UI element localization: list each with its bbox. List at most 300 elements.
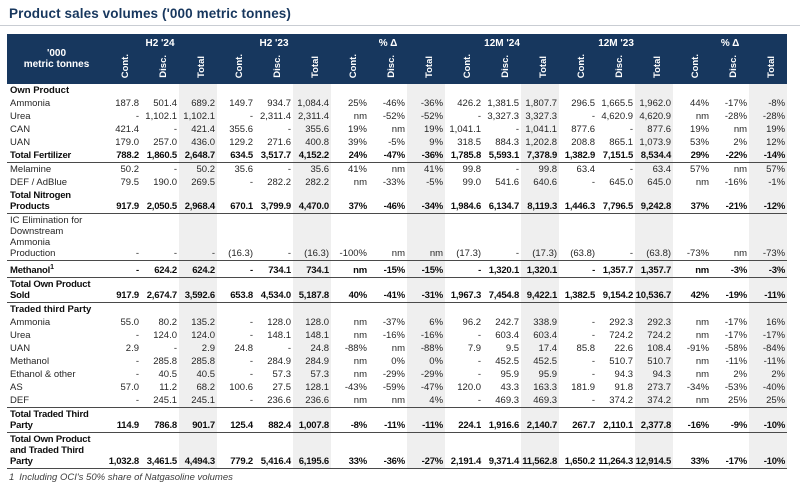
cell: 33%: [673, 433, 711, 469]
cell: [559, 303, 597, 317]
cell: -: [173, 164, 177, 175]
cell: 6%: [407, 316, 445, 329]
cell: -84%: [749, 342, 787, 355]
row-label: CAN: [10, 124, 31, 135]
cell: -17%: [724, 98, 748, 109]
cell: 2,110.1: [597, 408, 635, 433]
cell: 8,119.3: [521, 189, 559, 214]
cell: 865.1: [609, 137, 634, 148]
col-header-total: Total: [407, 50, 445, 84]
cell: 296.5: [571, 98, 596, 109]
cell: nm: [331, 261, 369, 278]
cell: 1,650.2: [559, 433, 597, 469]
cell: -17%: [711, 433, 749, 469]
cell: 245.1: [153, 395, 177, 407]
cell: nm: [391, 343, 405, 355]
total-row: [7, 149, 787, 163]
cell: 40.5: [158, 369, 177, 381]
col-header-total: Total: [179, 50, 217, 84]
cell: 2,377.8: [635, 408, 673, 433]
col-header-total: Total: [293, 50, 331, 84]
cell: 99.8: [521, 163, 559, 177]
cell: 786.8: [141, 408, 179, 433]
row-label: Urea: [10, 330, 31, 342]
col-header-cont: Cont.: [217, 50, 255, 84]
total-row: [7, 189, 787, 214]
cell: -: [629, 164, 634, 175]
cell: 50.2: [120, 164, 139, 175]
cell: -10%: [749, 408, 787, 433]
cell: 1,381.5: [487, 98, 520, 109]
cell: -16%: [407, 329, 445, 342]
col-header-disc: Disc.: [597, 50, 635, 84]
cell: 149.7: [229, 98, 253, 109]
cell: -36%: [369, 433, 407, 469]
cell: nm: [353, 356, 367, 368]
cell: nm: [353, 317, 367, 329]
cell: -27%: [407, 433, 445, 469]
cell: -: [515, 124, 520, 135]
cell: [673, 84, 711, 97]
cell: -15%: [407, 261, 445, 278]
cell: -: [249, 111, 253, 122]
cell: nm: [353, 330, 367, 342]
cell: 271.6: [267, 137, 291, 148]
cell: -28%: [724, 111, 748, 122]
page-title: Product sales volumes ('000 metric tonnes): [9, 6, 292, 21]
cell: 1,084.4: [293, 97, 331, 110]
cell: (63.8): [635, 214, 673, 261]
cell: 24%: [331, 149, 369, 163]
cell: nm: [733, 248, 748, 259]
cell: 1,962.0: [635, 97, 673, 110]
cell: 63.4: [635, 163, 673, 177]
row-label: Total Own Product Sold: [7, 278, 103, 303]
cell: 1,665.5: [601, 98, 634, 109]
cell: 19%: [347, 124, 367, 135]
cell: 163.3: [521, 381, 559, 394]
cell: -100%: [339, 248, 367, 259]
cell: 3,517.7: [255, 149, 293, 163]
cell: 44%: [690, 98, 710, 109]
cell: 917.9: [103, 278, 141, 303]
cell: -: [591, 395, 596, 407]
cell: 125.4: [217, 408, 255, 433]
cell: [749, 303, 787, 317]
cell: [407, 84, 445, 97]
cell: 40%: [331, 278, 369, 303]
cell: 734.1: [255, 261, 293, 278]
cell: 884.3: [495, 137, 520, 148]
corner-line2: metric tonnes: [23, 58, 90, 70]
cell: 469.3: [495, 395, 520, 407]
cell: -: [287, 248, 291, 259]
cell: 501.4: [153, 98, 177, 109]
cell: -91%: [686, 343, 710, 355]
cell: -: [477, 330, 482, 342]
col-group-pct-delta-12m: % Δ: [673, 34, 787, 50]
cell: -88%: [344, 343, 367, 355]
cell: 257.0: [153, 137, 177, 148]
cell: 3,327.3: [521, 110, 559, 123]
cell: 7.9: [467, 343, 482, 355]
cell: 1,007.8: [293, 408, 331, 433]
cell: 510.7: [609, 356, 634, 368]
table-row: [7, 394, 787, 408]
cell: [331, 303, 369, 317]
col-group-h2-23: H2 '23: [217, 34, 331, 50]
cell: 734.1: [293, 261, 331, 278]
table-row: [7, 316, 787, 329]
cell: -: [287, 164, 291, 175]
row-label: Total Nitrogen Products: [7, 189, 103, 214]
cell: 1,320.1: [483, 261, 521, 278]
row-label: Ammonia: [10, 317, 51, 329]
cell: -8%: [749, 97, 787, 110]
cell: -: [591, 111, 596, 122]
cell: -: [135, 369, 139, 381]
cell: 2,674.7: [141, 278, 179, 303]
cell: -46%: [382, 98, 405, 109]
cell: 689.2: [179, 97, 217, 110]
cell: 2,050.5: [141, 189, 179, 214]
group-header-row: [7, 34, 787, 50]
cell: 645.0: [635, 176, 673, 189]
cell: -: [249, 356, 253, 368]
cell: 1,785.8: [445, 149, 483, 163]
cell: 29%: [673, 149, 711, 163]
cell: 882.4: [255, 408, 293, 433]
cell: [407, 303, 445, 317]
cell: 187.8: [115, 98, 139, 109]
cell: 94.3: [614, 369, 634, 381]
cell: 4,620.9: [635, 110, 673, 123]
cell: -: [287, 124, 291, 135]
col-header-cont: Cont.: [559, 50, 597, 84]
cell: 1,032.8: [103, 433, 141, 469]
cell: -59%: [382, 382, 405, 394]
row-label: DEF: [10, 395, 29, 407]
cell: [559, 84, 597, 97]
cell: 4%: [407, 394, 445, 408]
cell: -10%: [749, 433, 787, 469]
cell: 338.9: [521, 316, 559, 329]
cell: -: [591, 356, 596, 368]
cell: 7,796.5: [597, 189, 635, 214]
title-bar: [0, 0, 800, 26]
cell: 400.8: [293, 136, 331, 149]
cell: 68.2: [179, 381, 217, 394]
cell: 292.3: [609, 317, 634, 329]
cell: 79.5: [120, 177, 139, 188]
cell: [711, 303, 749, 317]
cell: nm: [695, 369, 710, 381]
cell: -: [173, 343, 177, 355]
cell: -5%: [407, 176, 445, 189]
table-row: [7, 329, 787, 342]
table-row: [7, 123, 787, 136]
cell: 421.4: [179, 123, 217, 136]
cell: -3%: [711, 261, 749, 278]
cell: 7,454.8: [483, 278, 521, 303]
cell: [711, 84, 749, 97]
cell: 25%: [728, 395, 748, 407]
row-label: Urea: [10, 111, 31, 122]
cell: 12%: [749, 136, 787, 149]
cell: -33%: [382, 177, 405, 188]
cell: [217, 303, 255, 317]
col-group-12m-24: 12M '24: [445, 34, 559, 50]
cell: -29%: [407, 368, 445, 381]
col-group-h2-24: H2 '24: [103, 34, 217, 50]
cell: 100.6: [229, 382, 253, 394]
table-body: [7, 84, 787, 469]
row-label: Own Product: [10, 85, 70, 96]
cell: (63.8): [570, 248, 596, 259]
cell: -17%: [749, 329, 787, 342]
cell: 9,422.1: [521, 278, 559, 303]
cell: 3,461.5: [141, 433, 179, 469]
cell: 7,151.5: [597, 149, 635, 163]
col-header-total: Total: [635, 50, 673, 84]
cell: 5,187.8: [293, 278, 331, 303]
cell: -5%: [388, 137, 405, 148]
cell: 2,191.4: [445, 433, 483, 469]
cell: [445, 84, 483, 97]
row-label: UAN: [10, 343, 31, 355]
cell: 452.5: [521, 355, 559, 368]
cell: 1,073.9: [635, 136, 673, 149]
cell: 41%: [347, 164, 367, 175]
cell: -36%: [407, 149, 445, 163]
cell: 224.1: [445, 408, 483, 433]
cell: -36%: [407, 97, 445, 110]
cell: -: [173, 248, 177, 259]
cell: [255, 84, 293, 97]
corner-line1: '000: [46, 47, 67, 59]
cell: 640.6: [521, 176, 559, 189]
cell: [103, 303, 141, 317]
cell: 128.0: [293, 316, 331, 329]
table-row: [7, 355, 787, 368]
section-row: [7, 303, 787, 317]
cell: -: [629, 248, 634, 259]
cell: -: [477, 369, 482, 381]
cell: (16.3): [228, 248, 253, 259]
cell: -17%: [724, 330, 748, 342]
row-label: IC Elimination for Downstream Ammonia Production: [10, 215, 83, 259]
cell: -: [135, 395, 139, 407]
cell: 120.0: [457, 382, 482, 394]
cell: 80.2: [158, 317, 177, 329]
col-header-disc: Disc.: [711, 50, 749, 84]
cell: 452.5: [495, 356, 520, 368]
cell: 128.1: [293, 381, 331, 394]
cell: -: [287, 343, 291, 355]
cell: [141, 84, 179, 97]
cell: 10,536.7: [635, 278, 673, 303]
table-row: [7, 136, 787, 149]
cell: (17.3): [456, 248, 482, 259]
cell: -: [629, 124, 634, 135]
cell: 1,382.9: [559, 149, 597, 163]
cell: 2.9: [125, 343, 139, 355]
cell: 85.8: [576, 343, 596, 355]
cell: nm: [391, 248, 405, 259]
cell: 24.8: [234, 343, 253, 355]
cell: 355.6: [293, 123, 331, 136]
table-row: [7, 176, 787, 189]
cell: -43%: [344, 382, 367, 394]
cell: 603.4: [521, 329, 559, 342]
cell: 33%: [331, 433, 369, 469]
cell: [521, 303, 559, 317]
cell: 1,807.7: [521, 97, 559, 110]
cell: -19%: [711, 278, 749, 303]
col-header-disc: Disc.: [369, 50, 407, 84]
cell: -: [249, 369, 253, 381]
cell: 57.0: [120, 382, 139, 394]
cell: -: [135, 330, 139, 342]
cell: 624.2: [141, 261, 179, 278]
cell: -47%: [407, 381, 445, 394]
cell: 95.9: [521, 368, 559, 381]
cell: (17.3): [521, 214, 559, 261]
cell: [217, 84, 255, 97]
cell: nm: [391, 395, 405, 407]
cell: 603.4: [495, 330, 520, 342]
cell: nm: [695, 177, 710, 188]
cell: 469.3: [521, 394, 559, 408]
cell: 9,371.4: [483, 433, 521, 469]
table-row: [7, 342, 787, 355]
row-label: Melamine: [10, 164, 52, 175]
cell: 436.0: [179, 136, 217, 149]
row-label: UAN: [10, 137, 31, 148]
cell: -28%: [749, 110, 787, 123]
cell: -16%: [673, 408, 711, 433]
cell: -34%: [407, 189, 445, 214]
cell: 129.2: [229, 137, 253, 148]
cell: nm: [695, 395, 710, 407]
cell: nm: [695, 356, 710, 368]
cell: 3,592.6: [179, 278, 217, 303]
cell: 670.1: [217, 189, 255, 214]
cell: -11%: [725, 356, 748, 368]
table-row: [7, 110, 787, 123]
cell: 25%: [749, 394, 787, 408]
cell: 99.0: [462, 177, 482, 188]
cell: 9,154.2: [597, 278, 635, 303]
cell: 1,382.5: [559, 278, 597, 303]
cell: 1,102.1: [145, 111, 177, 122]
cell: 2,648.7: [179, 149, 217, 163]
cell: 2.9: [179, 342, 217, 355]
cell: (16.3): [293, 214, 331, 261]
col-header-disc: Disc.: [483, 50, 521, 84]
cell: -17%: [724, 317, 748, 329]
row-label: DEF / AdBlue: [10, 177, 68, 188]
cell: 1,984.6: [445, 189, 483, 214]
cell: -58%: [724, 343, 748, 355]
cell: nm: [733, 164, 748, 175]
cell: -: [515, 248, 520, 259]
cell: 510.7: [635, 355, 673, 368]
cell: -41%: [369, 278, 407, 303]
cell: -53%: [724, 382, 748, 394]
cell: -14%: [749, 149, 787, 163]
cell: nm: [353, 369, 367, 381]
row-label: Traded third Party: [10, 304, 92, 316]
cell: 1,041.1: [521, 123, 559, 136]
cell: 5,416.4: [255, 433, 293, 469]
cell: -: [515, 164, 520, 175]
cell: 917.9: [103, 189, 141, 214]
cell: -47%: [369, 149, 407, 163]
cell: -: [249, 330, 253, 342]
cell: -11%: [369, 408, 407, 433]
cell: [521, 84, 559, 97]
cell: -34%: [686, 382, 710, 394]
cell: 624.2: [179, 261, 217, 278]
cell: -3%: [749, 261, 787, 278]
cell: 426.2: [457, 98, 482, 109]
cell: 63.4: [576, 164, 596, 175]
cell: -: [445, 261, 483, 278]
cell: 1,967.3: [445, 278, 483, 303]
cell: nm: [391, 164, 405, 175]
cell: 11,264.3: [597, 433, 635, 469]
cell: 6,134.7: [483, 189, 521, 214]
cell: 5,593.1: [483, 149, 521, 163]
cell: [293, 303, 331, 317]
cell: 282.2: [267, 177, 291, 188]
cell: 6,195.6: [293, 433, 331, 469]
cell: 236.6: [293, 394, 331, 408]
cell: [103, 84, 141, 97]
cell: nm: [695, 111, 710, 122]
cell: [331, 84, 369, 97]
cell: -22%: [711, 149, 749, 163]
cell: 96.2: [462, 317, 482, 329]
col-header-cont: Cont.: [673, 50, 711, 84]
cell: 421.4: [115, 124, 139, 135]
cell: -12%: [749, 189, 787, 214]
cell: 236.6: [267, 395, 291, 407]
cell: [483, 84, 521, 97]
table-row: [7, 163, 787, 177]
cell: 1,102.1: [179, 110, 217, 123]
cell: -52%: [382, 111, 405, 122]
cell: 2,140.7: [521, 408, 559, 433]
cell: 19%: [690, 124, 710, 135]
cell: 37%: [331, 189, 369, 214]
cell: 12,914.5: [635, 433, 673, 469]
cell: -: [135, 356, 139, 368]
cell: [179, 303, 217, 317]
cell: nm: [733, 124, 748, 135]
cell: 4,470.0: [293, 189, 331, 214]
cell: [293, 84, 331, 97]
cell: -: [559, 261, 597, 278]
cell: 4,494.3: [179, 433, 217, 469]
cell: nm: [695, 317, 710, 329]
cell: 148.1: [293, 329, 331, 342]
row-label: Ethanol & other: [10, 369, 76, 381]
cell: 41%: [407, 163, 445, 177]
cell: 645.0: [609, 177, 634, 188]
cell: 9.5: [505, 343, 520, 355]
